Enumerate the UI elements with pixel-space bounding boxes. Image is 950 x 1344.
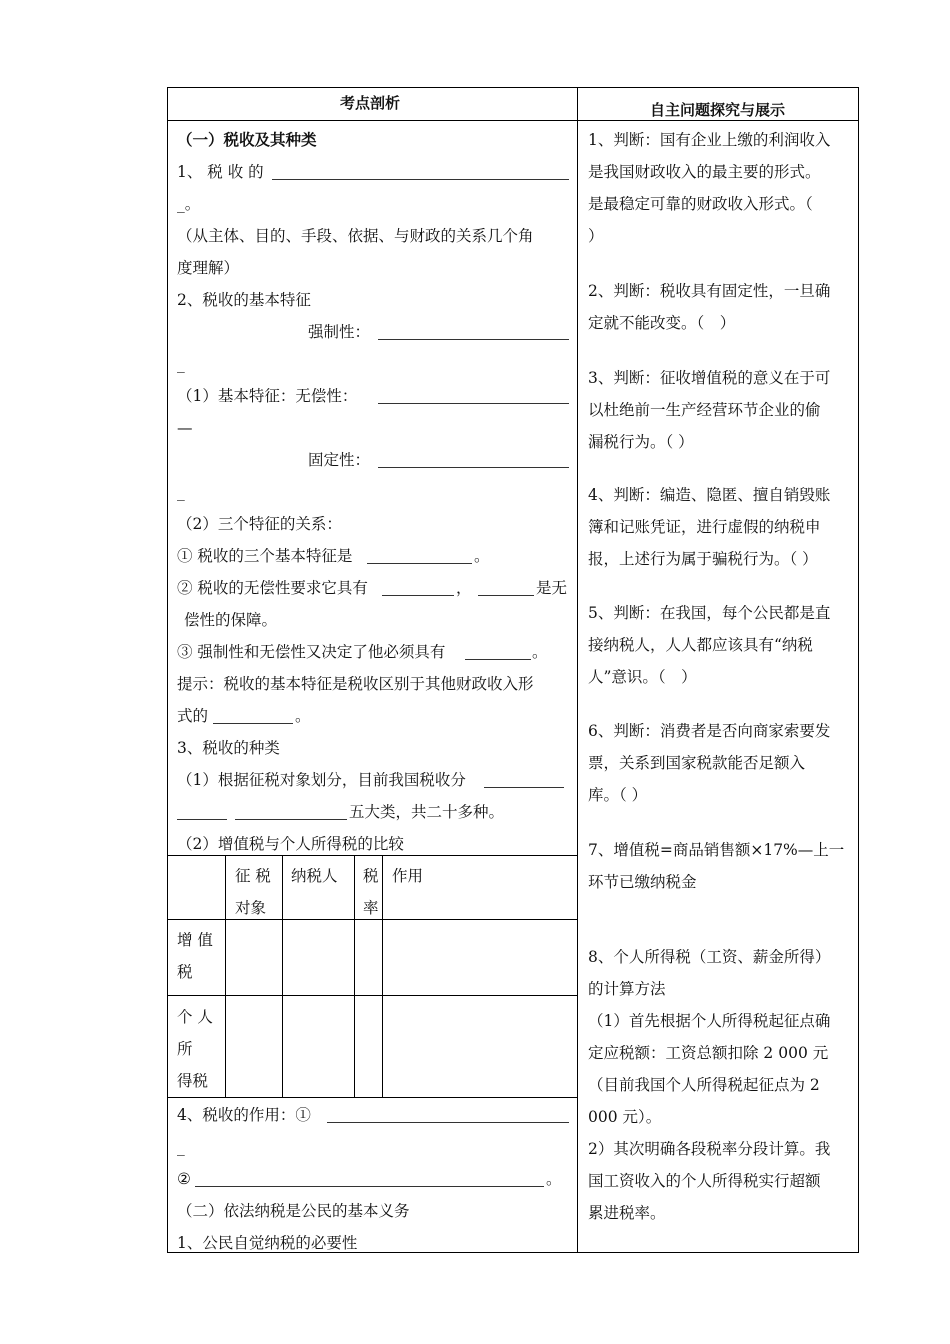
tax-function-line-1: 4、税收的作用：① [177, 1106, 311, 1124]
blank-line [378, 467, 569, 468]
tip-line-2: 式的 [177, 707, 209, 725]
relation-1-text: ① 税收的三个基本特征是 [177, 547, 353, 565]
table-rule [167, 855, 578, 856]
comparison-table [167, 855, 578, 1098]
row-header-iit: 个 人 [177, 1008, 213, 1026]
table-rule [282, 855, 283, 1098]
tax-definition-label: 1、 税 收 的 [177, 163, 264, 181]
right-line: 环节已缴纳税金 [588, 873, 697, 891]
right-line: 人”意识。（ ） [588, 668, 697, 686]
table-rule [167, 919, 578, 920]
right-line: 库。（ ） [588, 786, 648, 804]
feature-compulsory-end: _ [177, 355, 185, 373]
right-line: 报，上述行为属于骗税行为。（ ） [588, 550, 818, 568]
table-rule [225, 855, 226, 1098]
right-line: 6、判断：消费者是否向商家索要发 [588, 722, 831, 740]
col-header-object: 征 税 [235, 867, 271, 885]
relations-heading: （2）三个特征的关系： [177, 515, 342, 533]
right-line: 5、判断：在我国，每个公民都是直 [588, 604, 831, 622]
relation-2-line2: 偿性的保障。 [184, 611, 278, 629]
col-header-taxpayer: 纳税人 [291, 867, 338, 885]
blank-line [195, 1186, 544, 1187]
right-line: 是我国财政收入的最主要的形式。 [588, 163, 821, 181]
right-line: 的计算方法 [588, 980, 666, 998]
left-column-title: 考点剖析 [340, 94, 401, 112]
row-header-vat-2: 税 [177, 963, 193, 981]
hint-line-1: （从主体、目的、手段、依据、与财政的关系几个角 [177, 227, 534, 245]
tax-function-line-1-end: _ [177, 1138, 185, 1156]
right-line: 2、判断：税收具有固定性，一旦确 [588, 282, 831, 300]
right-line: 以杜绝前一生产经营环节企业的偷 [588, 401, 821, 419]
tax-types-line-1: （1）根据征税对象划分，目前我国税收分 [177, 771, 466, 789]
right-line: （1）首先根据个人所得税起征点确 [588, 1012, 831, 1030]
tip-line-2-end: 。 [295, 707, 311, 725]
blank-line [484, 787, 564, 788]
row-header-iit-3: 得税 [177, 1072, 209, 1090]
tax-types-line-2: 五大类，共二十多种。 [349, 803, 505, 821]
header-divider [167, 120, 859, 121]
tax-definition-end: _。 [177, 195, 201, 213]
relation-2-text: ② 税收的无偿性要求它具有 [177, 579, 368, 597]
right-line: 国工资收入的个人所得税实行超额 [588, 1172, 821, 1190]
right-line: 票，关系到国家税款能否足额入 [588, 754, 806, 772]
blank-line [367, 563, 472, 564]
row-header-vat: 增 值 [177, 931, 213, 949]
tip-line-1: 提示：税收的基本特征是税收区别于其他财政收入形 [177, 675, 534, 693]
features-heading: 2、税收的基本特征 [177, 291, 311, 309]
section2-title: （二）依法纳税是公民的基本义务 [177, 1202, 410, 1220]
right-line: 8、个人所得税（工资、薪金所得） [588, 948, 831, 966]
section1-title: （一）税收及其种类 [177, 131, 317, 149]
row-header-iit-2: 所 [177, 1040, 193, 1058]
tax-types-heading: 3、税收的种类 [177, 739, 280, 757]
feature-compulsory-label: 强制性： [308, 323, 371, 341]
right-line: （目前我国个人所得税起征点为 2 [588, 1076, 820, 1094]
tax-function-line-2: ② [177, 1170, 191, 1188]
blank-line [378, 339, 569, 340]
relation-1-end: 。 [474, 547, 490, 565]
relation-2-comma: ， [456, 579, 472, 597]
blank-line [272, 179, 569, 180]
col-header-function: 作用 [392, 867, 424, 885]
col-header-rate: 税 [363, 867, 379, 885]
table-rule [382, 855, 383, 1098]
blank-line [465, 659, 531, 660]
section2-item-1: 1、公民自觉纳税的必要性 [177, 1234, 358, 1252]
right-line: 簿和记账凭证，进行虚假的纳税申 [588, 518, 821, 536]
blank-line [478, 595, 534, 596]
right-line: 定就不能改变。（ ） [588, 314, 736, 332]
feature-gratuitous-label: （1）基本特征：无偿性： [177, 387, 358, 405]
col-header-object-2: 对象 [235, 899, 267, 917]
feature-fixed-end: _ [177, 483, 185, 501]
blank-line [235, 819, 347, 820]
hint-line-2: 度理解） [177, 259, 240, 277]
relation-3-end: 。 [532, 643, 548, 661]
right-line: ） [588, 227, 604, 245]
relation-3-text: ③ 强制性和无偿性又决定了他必须具有 [177, 643, 446, 661]
right-line: 接纳税人，人人都应该具有“纳税 [588, 636, 813, 654]
blank-line [177, 819, 227, 820]
blank-line [382, 595, 454, 596]
right-line: 定应税额：工资总额扣除 2 000 元 [588, 1044, 829, 1062]
feature-fixed-label: 固定性： [308, 451, 371, 469]
tax-function-line-2-end: 。 [546, 1170, 562, 1188]
right-column-title: 自主问题探究与展示 [650, 101, 786, 119]
right-line: 7、增值税=商品销售额×17%—上一 [588, 841, 845, 859]
right-line: 3、判断：征收增值税的意义在于可 [588, 369, 831, 387]
right-line: 2）其次明确各段税率分段计算。我 [588, 1140, 831, 1158]
table-rule [354, 855, 355, 1098]
right-line: 漏税行为。（ ） [588, 433, 694, 451]
comparison-heading: （2）增值税与个人所得税的比较 [177, 835, 404, 853]
blank-line [213, 723, 293, 724]
table-rule [167, 1097, 578, 1098]
blank-line [378, 403, 569, 404]
right-line: 1、判断：国有企业上缴的利润收入 [588, 131, 831, 149]
table-rule [167, 995, 578, 996]
right-line: 是最稳定可靠的财政收入形式。（ [588, 195, 813, 213]
col-header-rate-2: 率 [363, 899, 379, 917]
right-line: 000 元）。 [588, 1108, 662, 1126]
right-line: 4、判断：编造、隐匿、擅自销毁账 [588, 486, 831, 504]
feature-gratuitous-end: — [177, 419, 193, 437]
blank-line [327, 1122, 569, 1123]
right-line: 累进税率。 [588, 1204, 666, 1222]
relation-2-tail: 是无 [536, 579, 568, 597]
